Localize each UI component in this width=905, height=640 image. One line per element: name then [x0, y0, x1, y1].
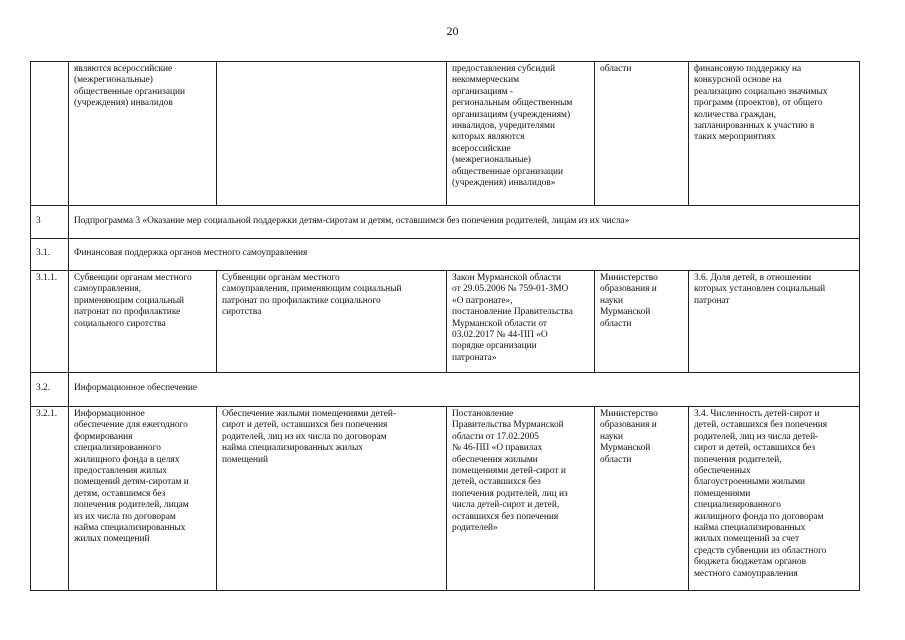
- indicator: 3.4. Численность детей-сирот и детей, оставшихся без попечения родителей, лиц из числа детей- сирот и детей, оставшихся без попечения родителей, обеспеченных благоустроенными жилыми помещениями специализированного жилищного фонда по договорам найма специализированных жилых помещений за счет средств субвенции из областного бюджета бюджетам органов местного самоуправления: [689, 407, 860, 591]
- section-number: 3.2.: [31, 373, 69, 407]
- measure-content: Обеспечение жилыми помещениями детей- сирот и детей, оставшихся без попечения родителей, лиц из их числа по договорам найма специализированных жилых помещений: [217, 407, 447, 591]
- section-number: 3: [31, 206, 69, 239]
- measure-content: [217, 62, 447, 206]
- indicator: 3.6. Доля детей, в отношении которых установлен социальный патронат: [689, 271, 860, 373]
- responsible-executor: Министерство образования и науки Мурманской области: [595, 407, 689, 591]
- table-row-3-2-1: [31, 407, 860, 591]
- measure-name: Субвенции органам местного самоуправления, применяющим социальный патронат по профилактике социального сиротства: [69, 271, 217, 373]
- table-row-section-3-1: [31, 239, 860, 271]
- legal-basis: предоставления субсидий некоммерческим организациям - региональным общественным организациям (учреждениям) инвалидов, учредителями которых являются всероссийские (межрегиональные) общественные организации (учреждения) инвалидов»: [447, 62, 595, 206]
- section-title: Подпрограмма 3 «Оказание мер социальной поддержки детям-сиротам и детям, оставшимся без попечения родителей, лицам из их числа»: [69, 206, 860, 239]
- row-number: 3.2.1.: [31, 407, 69, 591]
- program-measures-table: [30, 61, 860, 591]
- table-row-section-3: [31, 206, 860, 239]
- measure-name: являются всероссийские (межрегиональные) общественные организации (учреждения) инвалидов: [69, 62, 217, 206]
- section-number: 3.1.: [31, 239, 69, 271]
- table-row-3-1-1: [31, 271, 860, 373]
- table-row-section-3-2: [31, 373, 860, 407]
- table-row-continuation: [31, 62, 860, 206]
- section-title: Информационное обеспечение: [69, 373, 860, 407]
- page-number: 20: [446, 24, 459, 38]
- measure-content: Субвенции органам местного самоуправления, применяющим социальный патронат по профилактике социального сиротства: [217, 271, 447, 373]
- responsible-executor: Министерство образования и науки Мурманской области: [595, 271, 689, 373]
- measure-name: Информационное обеспечение для ежегодного формирования специализированного жилищного фонда в целях предоставления жилых помещений детям-сиротам и детям, оставшимся без попечения родителей, лицам из их числа по договорам найма специализированных жилых помещений: [69, 407, 217, 591]
- responsible-executor: области: [595, 62, 689, 206]
- indicator: финансовую поддержку на конкурсной основе на реализацию социально значимых программ (проектов), от общего количества граждан, запланированных к участию в таких мероприятиях: [689, 62, 860, 206]
- legal-basis: Закон Мурманской области от 29.05.2006 № 759-01-ЗМО «О патронате», постановление Правительства Мурманской области от 03.02.2017 № 44-ПП «О порядке организации патроната»: [447, 271, 595, 373]
- row-number: 3.1.1.: [31, 271, 69, 373]
- legal-basis: Постановление Правительства Мурманской области от 17.02.2005 № 46-ПП «О правилах обеспечения жилыми помещениями детей-сирот и детей, оставшихся без попечения родителей, лиц из числа детей-сирот и детей, оставшихся без попечения родителей»: [447, 407, 595, 591]
- section-title: Финансовая поддержка органов местного самоуправления: [69, 239, 860, 271]
- row-number: [31, 62, 69, 206]
